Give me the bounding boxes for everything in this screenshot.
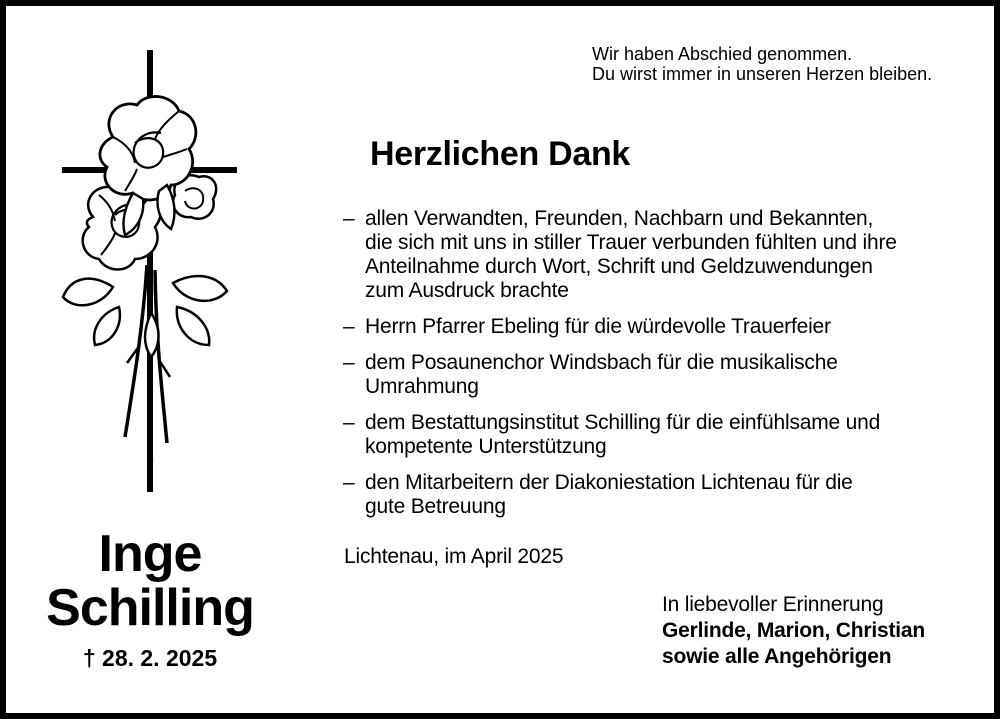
page-title: Herzlichen Dank [370, 135, 631, 173]
deceased-last-name: Schilling [46, 579, 254, 637]
closing-intro: In liebevoller Erinnerung [662, 593, 884, 616]
cross-with-roses-illustration [55, 45, 245, 495]
closing-block [662, 592, 925, 670]
dash-bullet: – [343, 207, 355, 230]
thanks-item-text: dem Bestattungsinstitut Schilling für die einfühlsame und kompetente Unterstützung [365, 411, 881, 458]
death-date: † 28. 2. 2025 [82, 645, 218, 671]
thanks-item-text: den Mitarbeitern der Diakoniestation Lichtenau für die gute Betreuung [365, 471, 853, 518]
family-names-line-2: sowie alle Angehörigen [662, 645, 892, 668]
thanks-item [343, 411, 897, 459]
epitaph [592, 44, 932, 84]
deceased-block [30, 527, 270, 670]
thanks-item [343, 471, 897, 519]
thanks-item [343, 315, 897, 339]
thanks-item [343, 207, 897, 303]
epitaph-line-1: Wir haben Abschied genommen. [592, 44, 853, 64]
thanks-item-text: dem Posaunenchor Windsbach für die musikalische Umrahmung [365, 351, 838, 398]
dash-bullet: – [343, 351, 355, 374]
dash-bullet: – [343, 471, 355, 494]
thanks-list [343, 207, 897, 531]
dash-bullet: – [343, 411, 355, 434]
dateline: Lichtenau, im April 2025 [344, 545, 564, 568]
family-names-line-1: Gerlinde, Marion, Christian [662, 619, 925, 642]
thanks-item-text: allen Verwandten, Freunden, Nachbarn und Bekannten, die sich mit uns in stiller Trauer verbunden fühlten und ihre Anteilnahme durch Wort, Schrift und Geldzuwendungen zum Ausdruck brachte [365, 207, 897, 302]
cross-roses-svg [55, 45, 245, 495]
dash-bullet: – [343, 315, 355, 338]
deceased-first-name: Inge [98, 525, 202, 583]
thanks-item-text: Herrn Pfarrer Ebeling für die würdevolle Trauerfeier [365, 315, 831, 338]
thanks-item [343, 351, 897, 399]
epitaph-line-2: Du wirst immer in unseren Herzen bleiben. [592, 64, 933, 84]
